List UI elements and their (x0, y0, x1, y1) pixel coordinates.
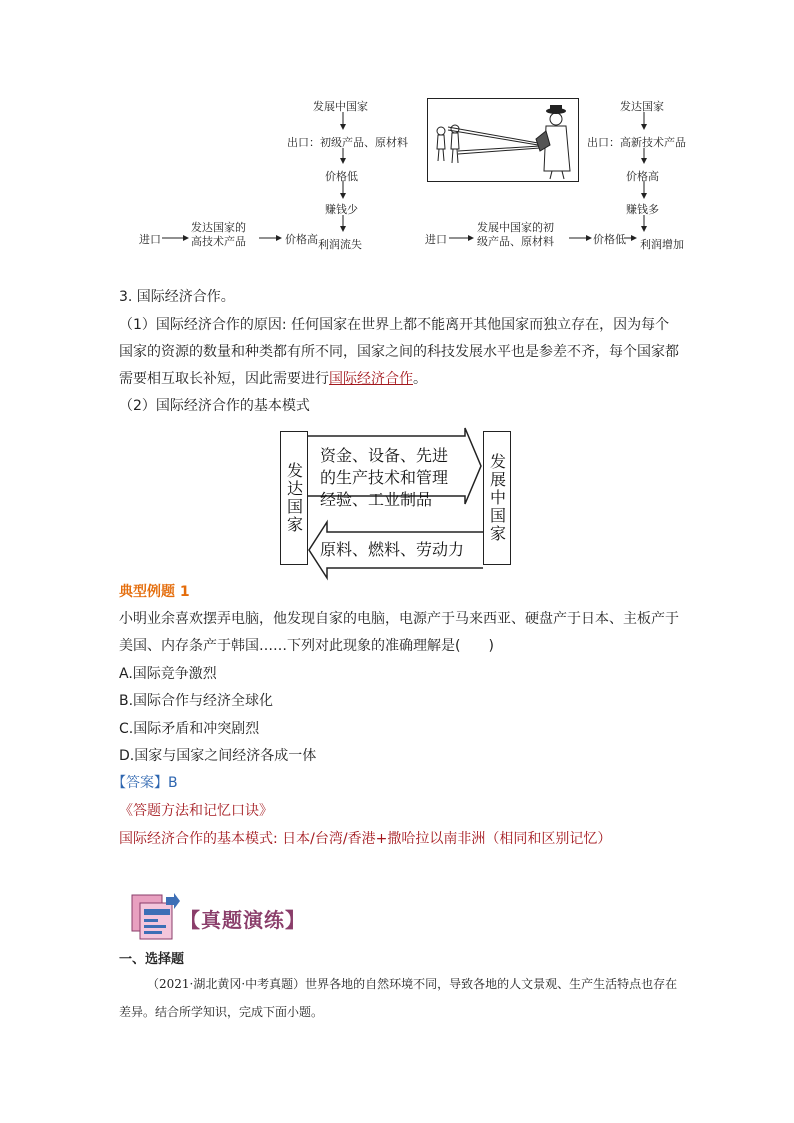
method-title: 《答题方法和记忆口诀》 (119, 803, 273, 819)
option-d: D.国家与国家之间经济各成一体 (119, 748, 317, 764)
flow-right-node-4: 赚钱多 (626, 203, 659, 216)
option-b: B.国际合作与经济全球化 (119, 693, 274, 709)
example-heading: 典型例题 1 (119, 584, 190, 600)
cartoon-illustration (427, 98, 579, 182)
flow-left-import-item-line2: 高技术产品 (191, 235, 246, 248)
coop-right-box-label: 发展中国家 (487, 453, 507, 543)
answer: 【答案】B (112, 775, 178, 791)
section-3-paragraph-1-text: （1）国际经济合作的原因: 任何国家在世界上都不能离开其他国家而独立存在，因为每个国家的资源的数量和种类都有所不同，国家之间的科技发展水平也是参差不齐，每个国家都需要相互取长补短，因此需要进行 (119, 317, 679, 387)
coop-bottom-arrow-text: 原料、燃料、劳动力 (320, 540, 465, 559)
practice-section-title: 一、选择题 (119, 952, 185, 967)
document-stack-icon (130, 893, 180, 943)
coop-top-line-2: 的生产技术和管理 (320, 468, 449, 487)
flow-left-node-3: 价格低 (325, 170, 358, 183)
section-3-paragraph-2: （2）国际经济合作的基本模式 (119, 398, 310, 414)
section-3-paragraph-1-link[interactable]: 国际经济合作 (329, 371, 413, 387)
flow-left-node-2: 出口：初级产品、原材料 (287, 136, 408, 149)
flow-right-price: 价格低 (593, 233, 626, 246)
flow-right-import-item (477, 221, 554, 249)
practice-banner-title: 【真题演练】 (180, 908, 306, 932)
coop-left-box-label: 发达国家 (284, 462, 304, 534)
section-3-paragraph-1-suffix: 。 (413, 371, 427, 387)
section-3-paragraph-1 (119, 312, 679, 393)
coop-top-line-1: 资金、设备、先进 (320, 446, 449, 465)
option-c: C.国际矛盾和冲突剧烈 (119, 721, 260, 737)
practice-banner-icon (130, 893, 180, 943)
coop-top-arrow-text (320, 445, 448, 511)
cartoon-figures (428, 99, 580, 183)
flow-left-price: 价格高 (285, 233, 318, 246)
flow-left-result: 利润流失 (318, 238, 362, 251)
flow-left-import-item-line1: 发达国家的 (191, 221, 246, 234)
flow-right-node-1: 发达国家 (620, 100, 664, 113)
flow-right-result: 利润增加 (640, 238, 684, 251)
flow-right-node-3: 价格高 (626, 170, 659, 183)
flow-left-node-1: 发展中国家 (313, 100, 368, 113)
flow-left-import-item (191, 221, 246, 249)
flow-right-node-2: 出口：高新技术产品 (587, 136, 686, 149)
practice-intro: （2021·湖北黄冈·中考真题）世界各地的自然环境不同，导致各地的人文景观、生产生活特点也存在差异。结合所学知识，完成下面小题。 (119, 977, 678, 1019)
flow-left-import-label: 进口 (139, 233, 161, 246)
method-text: 国际经济合作的基本模式: 日本/台湾/香港+撒哈拉以南非洲（相同和区别记忆） (119, 831, 612, 847)
flow-right-import-item-line1: 发展中国家的初 (477, 221, 554, 234)
coop-top-line-3: 经验、工业制品 (320, 490, 433, 509)
option-a: A.国际竞争激烈 (119, 666, 217, 682)
example-question: 小明业余喜欢摆弄电脑，他发现自家的电脑，电源产于马来西亚、硬盘产于日本、主板产于美国、内存条产于韩国……下列对此现象的准确理解是( ) (119, 611, 679, 654)
flow-right-import-label: 进口 (425, 233, 447, 246)
flow-left-node-4: 赚钱少 (325, 203, 358, 216)
section-3-title: 3. 国际经济合作。 (119, 289, 235, 305)
flow-right-import-item-line2: 级产品、原材料 (477, 235, 554, 248)
